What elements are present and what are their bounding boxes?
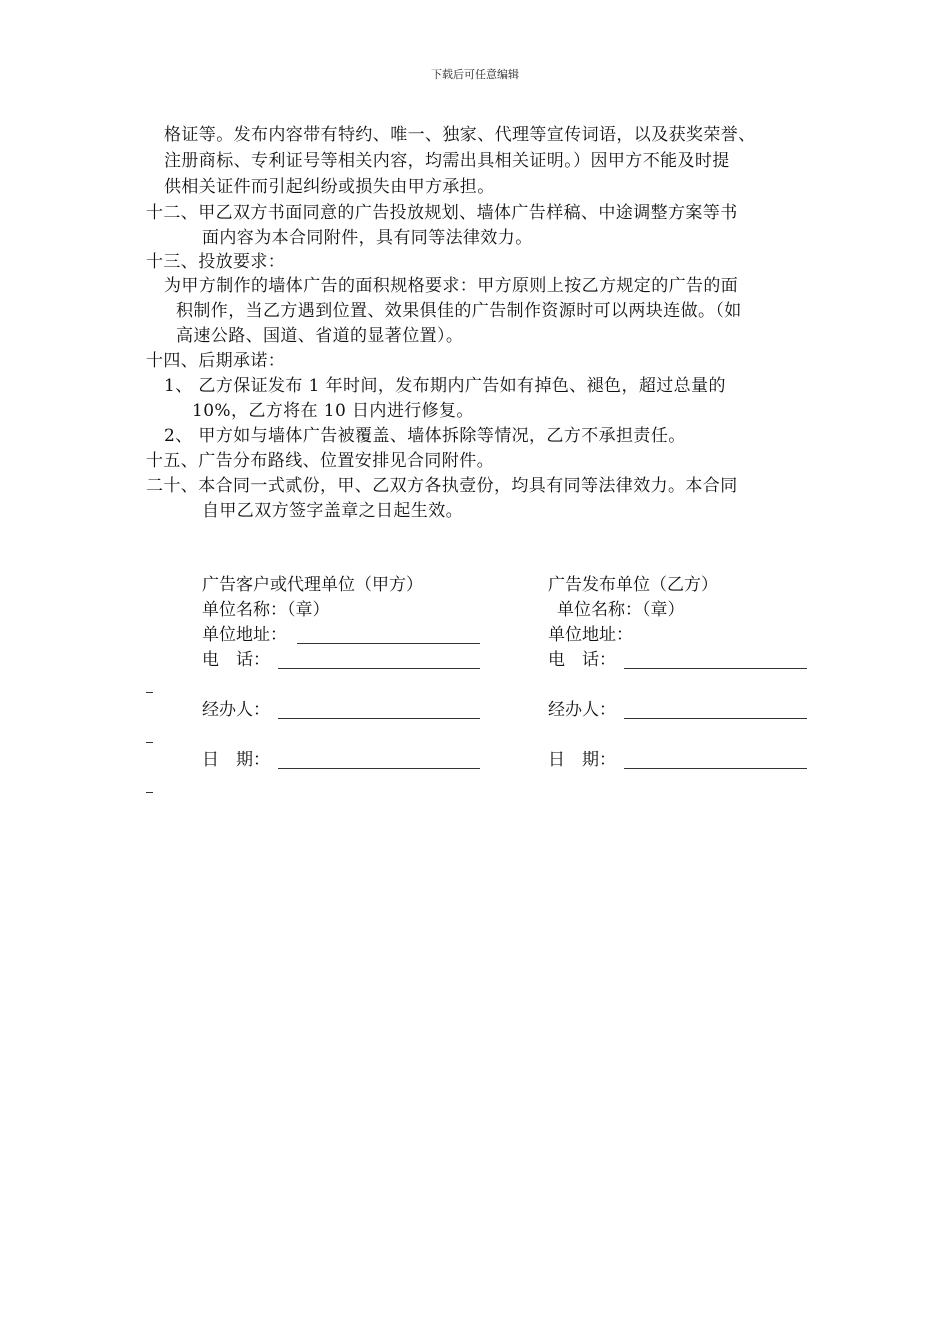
- body-line: 自甲乙双方签字盖章之日起生效。: [202, 501, 463, 521]
- body-line: 格证等。发布内容带有特约、唯一、独家、代理等宣传词语，以及获奖荣誉、: [164, 125, 756, 145]
- body-line: 供相关证件而引起纠纷或损失由甲方承担。: [164, 177, 495, 197]
- party-b-phone-label: 电 话：: [548, 650, 616, 670]
- party-a-title: 广告客户或代理单位（甲方）: [202, 575, 423, 595]
- party-a-handler-blank: [278, 718, 480, 719]
- party-a-address-label: 单位地址：: [202, 625, 287, 645]
- clause-13: 十三、投放要求：: [146, 252, 286, 272]
- party-a-address-blank: [297, 643, 480, 644]
- party-b-handler-blank: [624, 718, 807, 719]
- party-b-date-label: 日 期：: [548, 750, 616, 770]
- party-b-address-label: 单位地址：: [548, 625, 633, 645]
- party-a-handler-label: 经办人：: [202, 700, 270, 720]
- party-b-phone-blank: [624, 668, 807, 669]
- party-a-date-blank: [278, 768, 480, 769]
- body-line: 高速公路、国道、省道的显著位置）。: [176, 326, 464, 346]
- promise-item-2: 2、 甲方如与墙体广告被覆盖、墙体拆除等情况，乙方不承担责任。: [164, 426, 686, 446]
- party-a-date-label: 日 期：: [202, 750, 270, 770]
- party-a-name-label: 单位名称：（章）: [202, 600, 330, 620]
- clause-20: 二十、本合同一式贰份，甲、乙双方各执壹份，均具有同等法律效力。本合同: [146, 476, 738, 496]
- party-b-title: 广告发布单位（乙方）: [548, 575, 718, 595]
- page-header: 下载后可任意编辑: [431, 68, 519, 81]
- body-line: 面内容为本合同附件，具有同等法律效力。: [202, 228, 533, 248]
- underline-fragment: [146, 692, 153, 693]
- clause-15: 十五、广告分布路线、位置安排见合同附件。: [146, 451, 494, 471]
- party-a-phone-label: 电 话：: [202, 650, 270, 670]
- party-b-name-label: 单位名称：（章）: [557, 600, 685, 620]
- body-line: 为甲方制作的墙体广告的面积规格要求：甲方原则上按乙方规定的广告的面: [164, 276, 739, 296]
- party-b-handler-label: 经办人：: [548, 700, 616, 720]
- body-line: 积制作，当乙方遇到位置、效果俱佳的广告制作资源时可以两块连做。（如: [176, 301, 742, 321]
- clause-14: 十四、后期承诺：: [146, 351, 286, 371]
- body-line: 10%，乙方将在 10 日内进行修复。: [192, 401, 474, 421]
- promise-item-1: 1、 乙方保证发布 1 年时间，发布期内广告如有掉色、褪色，超过总量的: [164, 376, 726, 396]
- underline-fragment: [146, 792, 153, 793]
- body-line: 注册商标、专利证号等相关内容，均需出具相关证明。）因甲方不能及时提: [164, 151, 730, 171]
- underline-fragment: [146, 742, 153, 743]
- party-a-phone-blank: [278, 668, 480, 669]
- clause-12: 十二、甲乙双方书面同意的广告投放规划、墙体广告样稿、中途调整方案等书: [146, 203, 738, 223]
- party-b-date-blank: [624, 768, 807, 769]
